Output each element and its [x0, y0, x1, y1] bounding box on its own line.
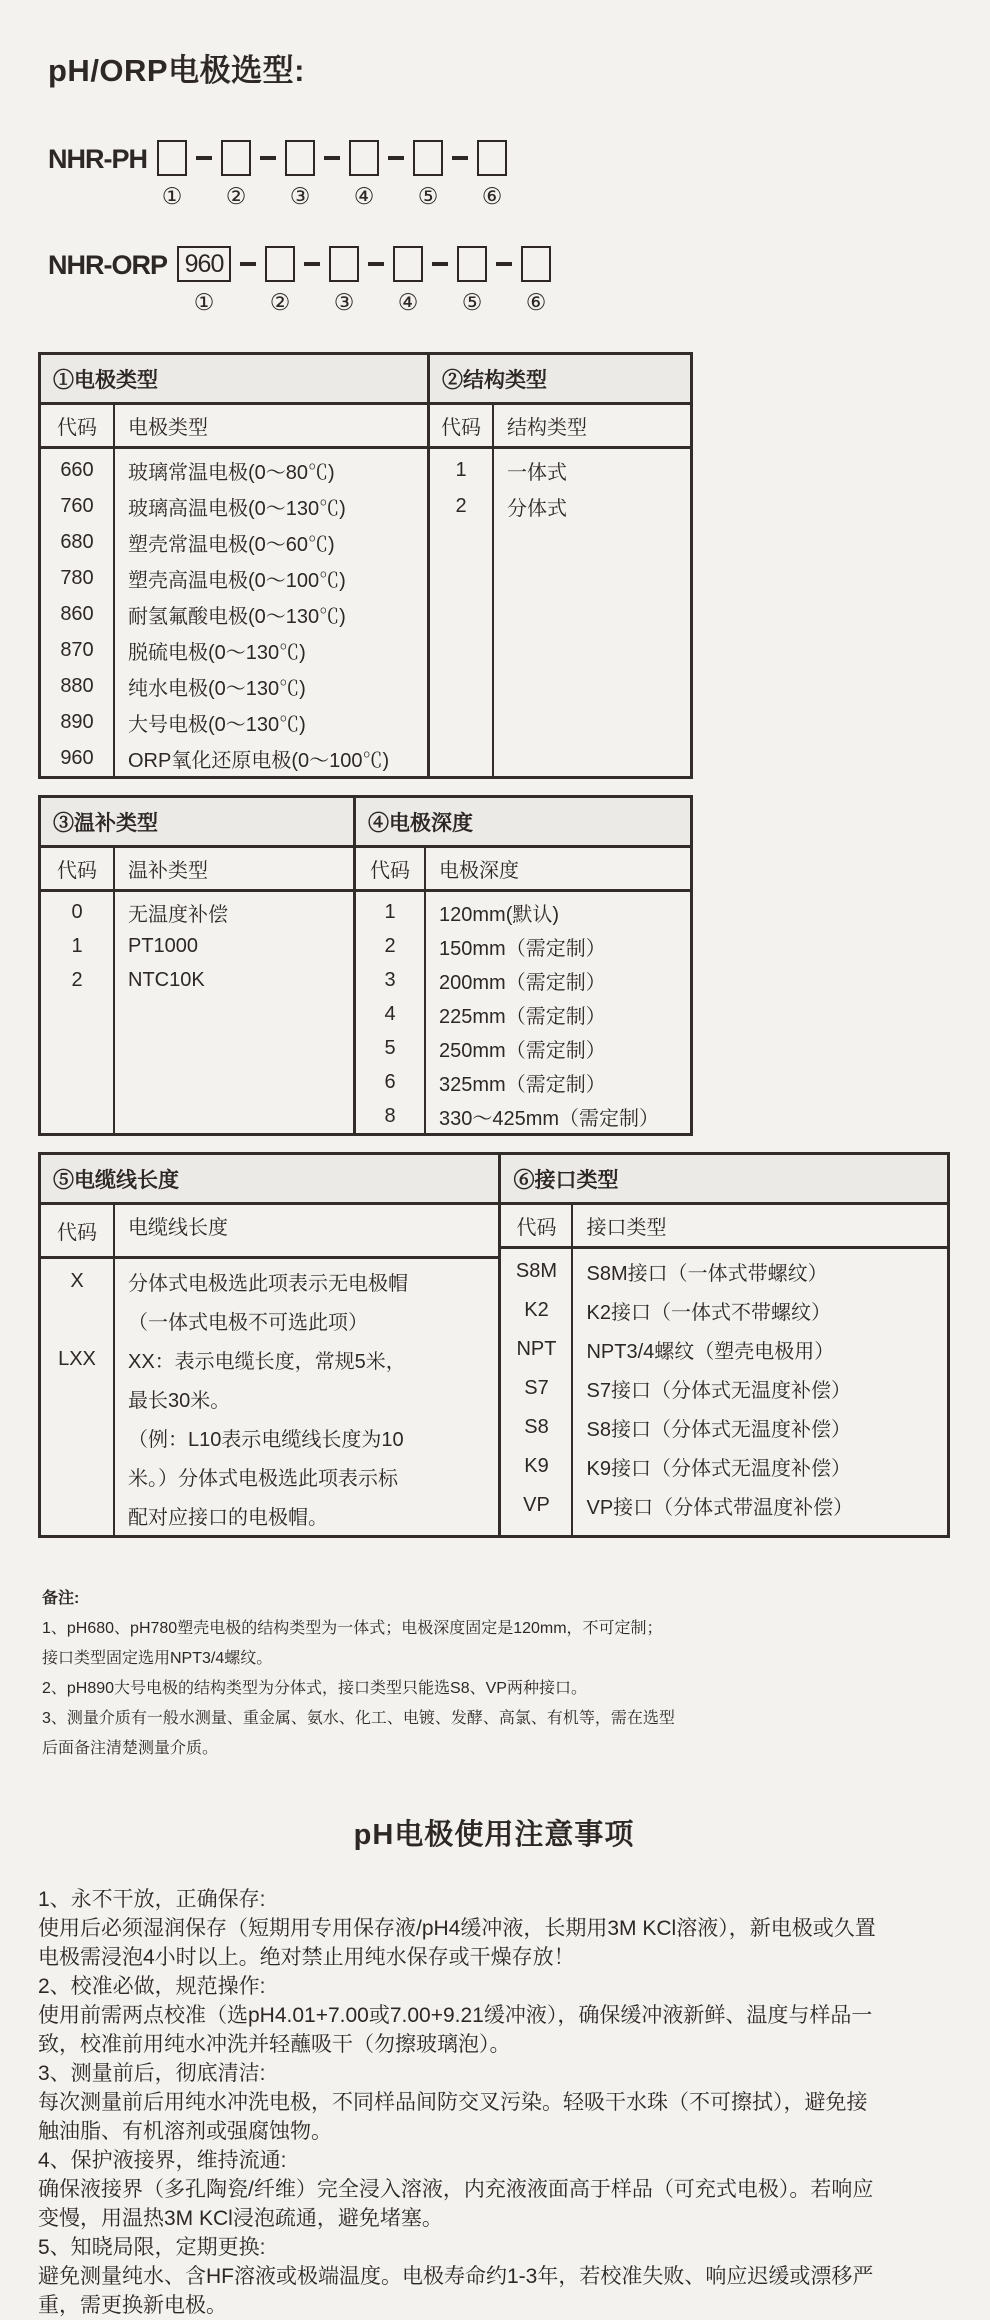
table-row: [356, 929, 690, 963]
dash-separator: [260, 156, 276, 160]
cell-code: S8M: [515, 1260, 558, 1282]
table-electrode-type: [38, 352, 430, 779]
cell-description: K2接口（一体式不带螺纹）: [586, 1302, 831, 1324]
table-body: [41, 1259, 498, 1535]
cell-code: 890: [60, 710, 94, 733]
cell-description: [113, 1340, 498, 1535]
circled-number: ④: [353, 183, 375, 209]
usage-heading: 3、测量前后，彻底清洁:: [38, 2062, 266, 2085]
table-grid: [41, 848, 353, 1133]
dash-separator: [304, 262, 320, 266]
cell-code: 6: [384, 1070, 396, 1093]
cell-description: S7接口（分体式无温度补偿）: [586, 1380, 851, 1402]
table-title: ⑥接口类型: [501, 1155, 947, 1205]
model-code-diagrams: [48, 140, 950, 314]
model-slot: [477, 140, 507, 208]
table-row: [41, 1340, 498, 1535]
usage-line: 致，校准前用纯水冲洗并轻蘸吸干（勿擦玻璃泡）。: [38, 2033, 511, 2056]
cell-description: PT1000: [128, 934, 199, 957]
cell-line: （例：L10表示电缆线长度为10: [128, 1429, 404, 1451]
model-slot: [349, 140, 379, 208]
usage-title: pH电极使用注意事项: [353, 1819, 635, 1851]
table-row: [41, 963, 353, 997]
table-row: [501, 1486, 947, 1525]
cell-code: K9: [524, 1455, 549, 1477]
table-body: [41, 449, 427, 776]
table-row: [41, 1262, 498, 1340]
usage-line: 变慢，用温热3M KCl浸泡疏通，避免堵塞。: [38, 2207, 443, 2230]
cell-description: 脱硫电极(0～130℃): [128, 641, 306, 664]
model-code-box: [349, 140, 379, 176]
col-header-desc: 结构类型: [507, 417, 587, 439]
cell-description: 200mm（需定制）: [439, 971, 606, 994]
cell-code: K2: [524, 1299, 549, 1321]
table-title: ②结构类型: [430, 355, 690, 405]
model-code-box: [265, 246, 295, 282]
circled-number: ①: [193, 289, 215, 315]
usage-item: [38, 2146, 952, 2233]
cell-code: NPT: [516, 1338, 557, 1360]
table-temp-compensation-type: [38, 795, 356, 1136]
model-code-box: 960: [177, 246, 231, 282]
cell-description: 耐氢氟酸电极(0～130℃): [128, 605, 346, 628]
cell-code: 960: [60, 746, 94, 769]
cell-description: 225mm（需定制）: [439, 1005, 606, 1028]
cell-description: [113, 1262, 498, 1340]
usage-item: [38, 2233, 952, 2320]
cell-line: XX：表示电缆长度，常规5米，: [128, 1351, 406, 1373]
table-column-headers: [430, 405, 690, 449]
col-header-desc: 温补类型: [128, 860, 208, 882]
model-slot: [221, 140, 251, 208]
dash-separator: [368, 262, 384, 266]
cell-code: 2: [384, 934, 396, 957]
circled-number: ⑤: [461, 289, 483, 315]
cell-code: S8: [524, 1416, 549, 1438]
table-grid: [430, 405, 690, 776]
cell-description: 120mm(默认): [439, 903, 560, 926]
table-pair-1: [38, 352, 950, 779]
table-body: [501, 1249, 947, 1535]
cell-description: 330～425mm（需定制）: [439, 1107, 660, 1130]
model-code-box: [521, 246, 551, 282]
table-row: [41, 668, 427, 704]
table-row: [41, 488, 427, 524]
cell-code: 780: [60, 566, 94, 589]
cell-description: 大号电极(0～130℃): [128, 713, 306, 736]
page-title: pH/ORP电极选型:: [48, 53, 305, 88]
model-code-box: [413, 140, 443, 176]
table-column-headers: [501, 1205, 947, 1249]
model-slot: [157, 140, 187, 208]
dash-separator: [324, 156, 340, 160]
model-slot: [329, 246, 359, 314]
col-header-code: 代码: [516, 1217, 557, 1239]
cell-description: 玻璃高温电极(0～130℃): [128, 497, 346, 520]
usage-heading: 2、校准必做，规范操作:: [38, 1975, 266, 1998]
cell-description: 325mm（需定制）: [439, 1073, 606, 1096]
usage-item: [38, 1885, 952, 1972]
model-code-box: [329, 246, 359, 282]
cell-line: （一体式电极不可选此项）: [128, 1312, 368, 1334]
table-row: [356, 997, 690, 1031]
notes-section: [42, 1584, 702, 1764]
cell-code: 2: [455, 494, 467, 517]
model-code-box: [157, 140, 187, 176]
model-slot: [413, 140, 443, 208]
cell-line: 配对应接口的电极帽。: [128, 1507, 328, 1529]
circled-number: ⑤: [417, 183, 439, 209]
dash-separator: [196, 156, 212, 160]
table-row: [41, 740, 427, 776]
model-slot: [457, 246, 487, 314]
table-row: [501, 1369, 947, 1408]
model-slot: [521, 246, 551, 314]
option-tables: [38, 352, 950, 1538]
table-structure-type: [430, 352, 693, 779]
model-slot: [285, 140, 315, 208]
col-header-code: 代码: [57, 860, 97, 882]
cell-code: 8: [384, 1104, 396, 1127]
cell-description: K9接口（分体式无温度补偿）: [586, 1458, 851, 1480]
cell-code: 3: [384, 968, 396, 991]
usage-heading: 4、保护液接界，维持流通:: [38, 2149, 287, 2172]
model-code-box: [477, 140, 507, 176]
model-label: NHR-PH: [48, 144, 147, 174]
dash-separator: [432, 262, 448, 266]
table-row: [501, 1408, 947, 1447]
usage-line: 确保液接界（多孔陶瓷/纤维）完全浸入溶液，内充液液面高于样品（可充式电极）。若响应: [38, 2178, 874, 2201]
table-row: [356, 1031, 690, 1065]
cell-code: 1: [71, 934, 83, 957]
cell-description: 一体式: [507, 461, 567, 484]
table-row: [41, 895, 353, 929]
cell-line: 最长30米。: [128, 1390, 231, 1412]
model-slot: [265, 246, 295, 314]
table-row: [41, 524, 427, 560]
cell-description: ORP氧化还原电极(0～100℃): [128, 749, 390, 772]
usage-line: 避免测量纯水、含HF溶液或极端温度。电极寿命约1-3年，若校准失败、响应迟缓或漂移严: [38, 2265, 874, 2288]
circled-number: ②: [269, 289, 291, 315]
dash-separator: [388, 156, 404, 160]
cell-description: 纯水电极(0～130℃): [128, 677, 306, 700]
model-label: NHR-ORP: [48, 250, 167, 280]
table-pair-3: [38, 1152, 950, 1538]
cell-code: 1: [384, 900, 396, 923]
table-row: [41, 560, 427, 596]
table-row: [501, 1330, 947, 1369]
model-code-box: [285, 140, 315, 176]
usage-item: [38, 2059, 952, 2146]
model-slots: [157, 140, 507, 208]
notes-line: 1、pH680、pH780塑壳电极的结构类型为一体式；电极深度固定是120mm，不可定制；: [42, 1620, 663, 1637]
cell-description: 无温度补偿: [128, 903, 228, 926]
cell-code: 0: [71, 900, 83, 923]
table-row: [501, 1252, 947, 1291]
usage-line: 使用后必须湿润保存（短期用专用保存液/pH4缓冲液，长期用3M KCl溶液），新电极或久置: [38, 1917, 876, 1940]
model-row-nhr-ph: [48, 140, 950, 208]
model-slot: [393, 246, 423, 314]
model-slots: [177, 246, 551, 314]
cell-code: VP: [523, 1494, 550, 1516]
table-body: [41, 892, 353, 1133]
col-header-code: 代码: [441, 417, 481, 439]
usage-line: 每次测量前后用纯水冲洗电极，不同样品间防交叉污染。轻吸干水珠（不可擦拭），避免接: [38, 2091, 868, 2114]
col-header-desc: 接口类型: [586, 1217, 667, 1239]
cell-description: 150mm（需定制）: [439, 937, 606, 960]
table-title: ⑤电缆线长度: [41, 1155, 498, 1205]
col-header-desc: 电缆线长度: [128, 1217, 228, 1239]
notes-line: 3、测量介质有一般水测量、重金属、氨水、化工、电镀、发酵、高氯、有机等，需在选型: [42, 1710, 675, 1727]
table-row: [41, 452, 427, 488]
cell-description: 塑壳常温电极(0～60℃): [128, 533, 335, 556]
usage-item: [38, 1972, 952, 2059]
circled-number: ③: [289, 183, 311, 209]
dash-separator: [452, 156, 468, 160]
table-column-headers: [41, 1205, 498, 1259]
cell-code: LXX: [58, 1348, 96, 1370]
cell-code: 680: [60, 530, 94, 553]
col-header-code: 代码: [370, 860, 410, 882]
cell-code: 1: [455, 458, 467, 481]
model-code-box: [393, 246, 423, 282]
cell-code: 860: [60, 602, 94, 625]
cell-code: 5: [384, 1036, 396, 1059]
table-column-headers: [41, 405, 427, 449]
usage-line: 使用前需两点校准（选pH4.01+7.00或7.00+9.21缓冲液），确保缓冲液新鲜、温度与样品一: [38, 2004, 873, 2027]
dash-separator: [496, 262, 512, 266]
cell-line: 分体式电极选此项表示无电极帽: [128, 1273, 408, 1295]
table-row: [356, 1065, 690, 1099]
circled-number: ①: [161, 183, 183, 209]
model-row-nhr-orp: [48, 246, 950, 314]
table-cable-length: [38, 1152, 501, 1538]
circled-number: ③: [333, 289, 355, 315]
usage-line: 触油脂、有机溶剂或强腐蚀物。: [38, 2120, 332, 2143]
notes-line: 2、pH890大号电极的结构类型为分体式，接口类型只能选S8、VP两种接口。: [42, 1680, 587, 1697]
cell-code: 760: [60, 494, 94, 517]
table-row: [430, 488, 690, 524]
table-row: [430, 452, 690, 488]
table-grid: [41, 405, 427, 776]
circled-number: ⑥: [481, 183, 503, 209]
table-row: [501, 1447, 947, 1486]
notes-label: 备注:: [42, 1590, 80, 1607]
table-body: [356, 892, 690, 1133]
col-header-code: 代码: [57, 1222, 97, 1244]
cell-code: 870: [60, 638, 94, 661]
table-title: ①电极类型: [41, 355, 427, 405]
cell-code: 660: [60, 458, 94, 481]
usage-line: 电极需浸泡4小时以上。绝对禁止用纯水保存或干燥存放！: [38, 1946, 575, 1969]
notes-line: 后面备注清楚测量介质。: [42, 1740, 219, 1757]
table-interface-type: [501, 1152, 950, 1538]
table-row: [41, 632, 427, 668]
col-header-desc: 电极类型: [128, 417, 208, 439]
circled-number: ⑥: [525, 289, 547, 315]
circled-number: ④: [397, 289, 419, 315]
table-row: [501, 1291, 947, 1330]
table-row: [356, 1099, 690, 1133]
table-body: [430, 449, 690, 776]
model-slot: [177, 246, 231, 314]
cell-description: NTC10K: [128, 968, 205, 991]
cell-description: VP接口（分体式带温度补偿）: [586, 1497, 854, 1519]
table-row: [356, 895, 690, 929]
table-grid: [356, 848, 690, 1133]
cell-code: S7: [524, 1377, 549, 1399]
notes-lines: [42, 1614, 702, 1764]
cell-description: NPT3/4螺纹（塑壳电极用）: [586, 1341, 835, 1363]
usage-heading: 5、知晓局限，定期更换:: [38, 2236, 266, 2259]
cell-description: 250mm（需定制）: [439, 1039, 606, 1062]
table-grid: [41, 1205, 498, 1535]
table-grid: [501, 1205, 947, 1535]
table-row: [41, 596, 427, 632]
notes-line: 接口类型固定选用NPT3/4螺纹。: [42, 1650, 273, 1667]
col-header-code: 代码: [57, 417, 97, 439]
cell-line: 米。）分体式电极选此项表示标: [128, 1468, 398, 1490]
table-title: ③温补类型: [41, 798, 353, 848]
table-title: ④电极深度: [356, 798, 690, 848]
cell-code: X: [70, 1270, 84, 1292]
col-header-desc: 电极深度: [439, 860, 519, 882]
model-code-box: [457, 246, 487, 282]
table-row: [41, 929, 353, 963]
cell-description: 塑壳高温电极(0～100℃): [128, 569, 346, 592]
model-code-box: [221, 140, 251, 176]
cell-description: S8M接口（一体式带螺纹）: [586, 1263, 828, 1285]
cell-description: 分体式: [507, 497, 567, 520]
usage-items: [38, 1885, 952, 2320]
table-electrode-depth: [356, 795, 693, 1136]
usage-section: [38, 1812, 950, 2320]
usage-heading: 1、永不干放，正确保存:: [38, 1888, 266, 1911]
cell-description: S8接口（分体式无温度补偿）: [586, 1419, 851, 1441]
dash-separator: [240, 262, 256, 266]
cell-code: 4: [384, 1002, 396, 1025]
table-column-headers: [356, 848, 690, 892]
table-row: [356, 963, 690, 997]
cell-description: 玻璃常温电极(0～80℃): [128, 461, 335, 484]
table-column-headers: [41, 848, 353, 892]
table-row: [41, 704, 427, 740]
cell-code: 880: [60, 674, 94, 697]
cell-code: 2: [71, 968, 83, 991]
circled-number: ②: [225, 183, 247, 209]
usage-line: 重，需更换新电极。: [38, 2294, 227, 2317]
table-pair-2: [38, 795, 950, 1136]
